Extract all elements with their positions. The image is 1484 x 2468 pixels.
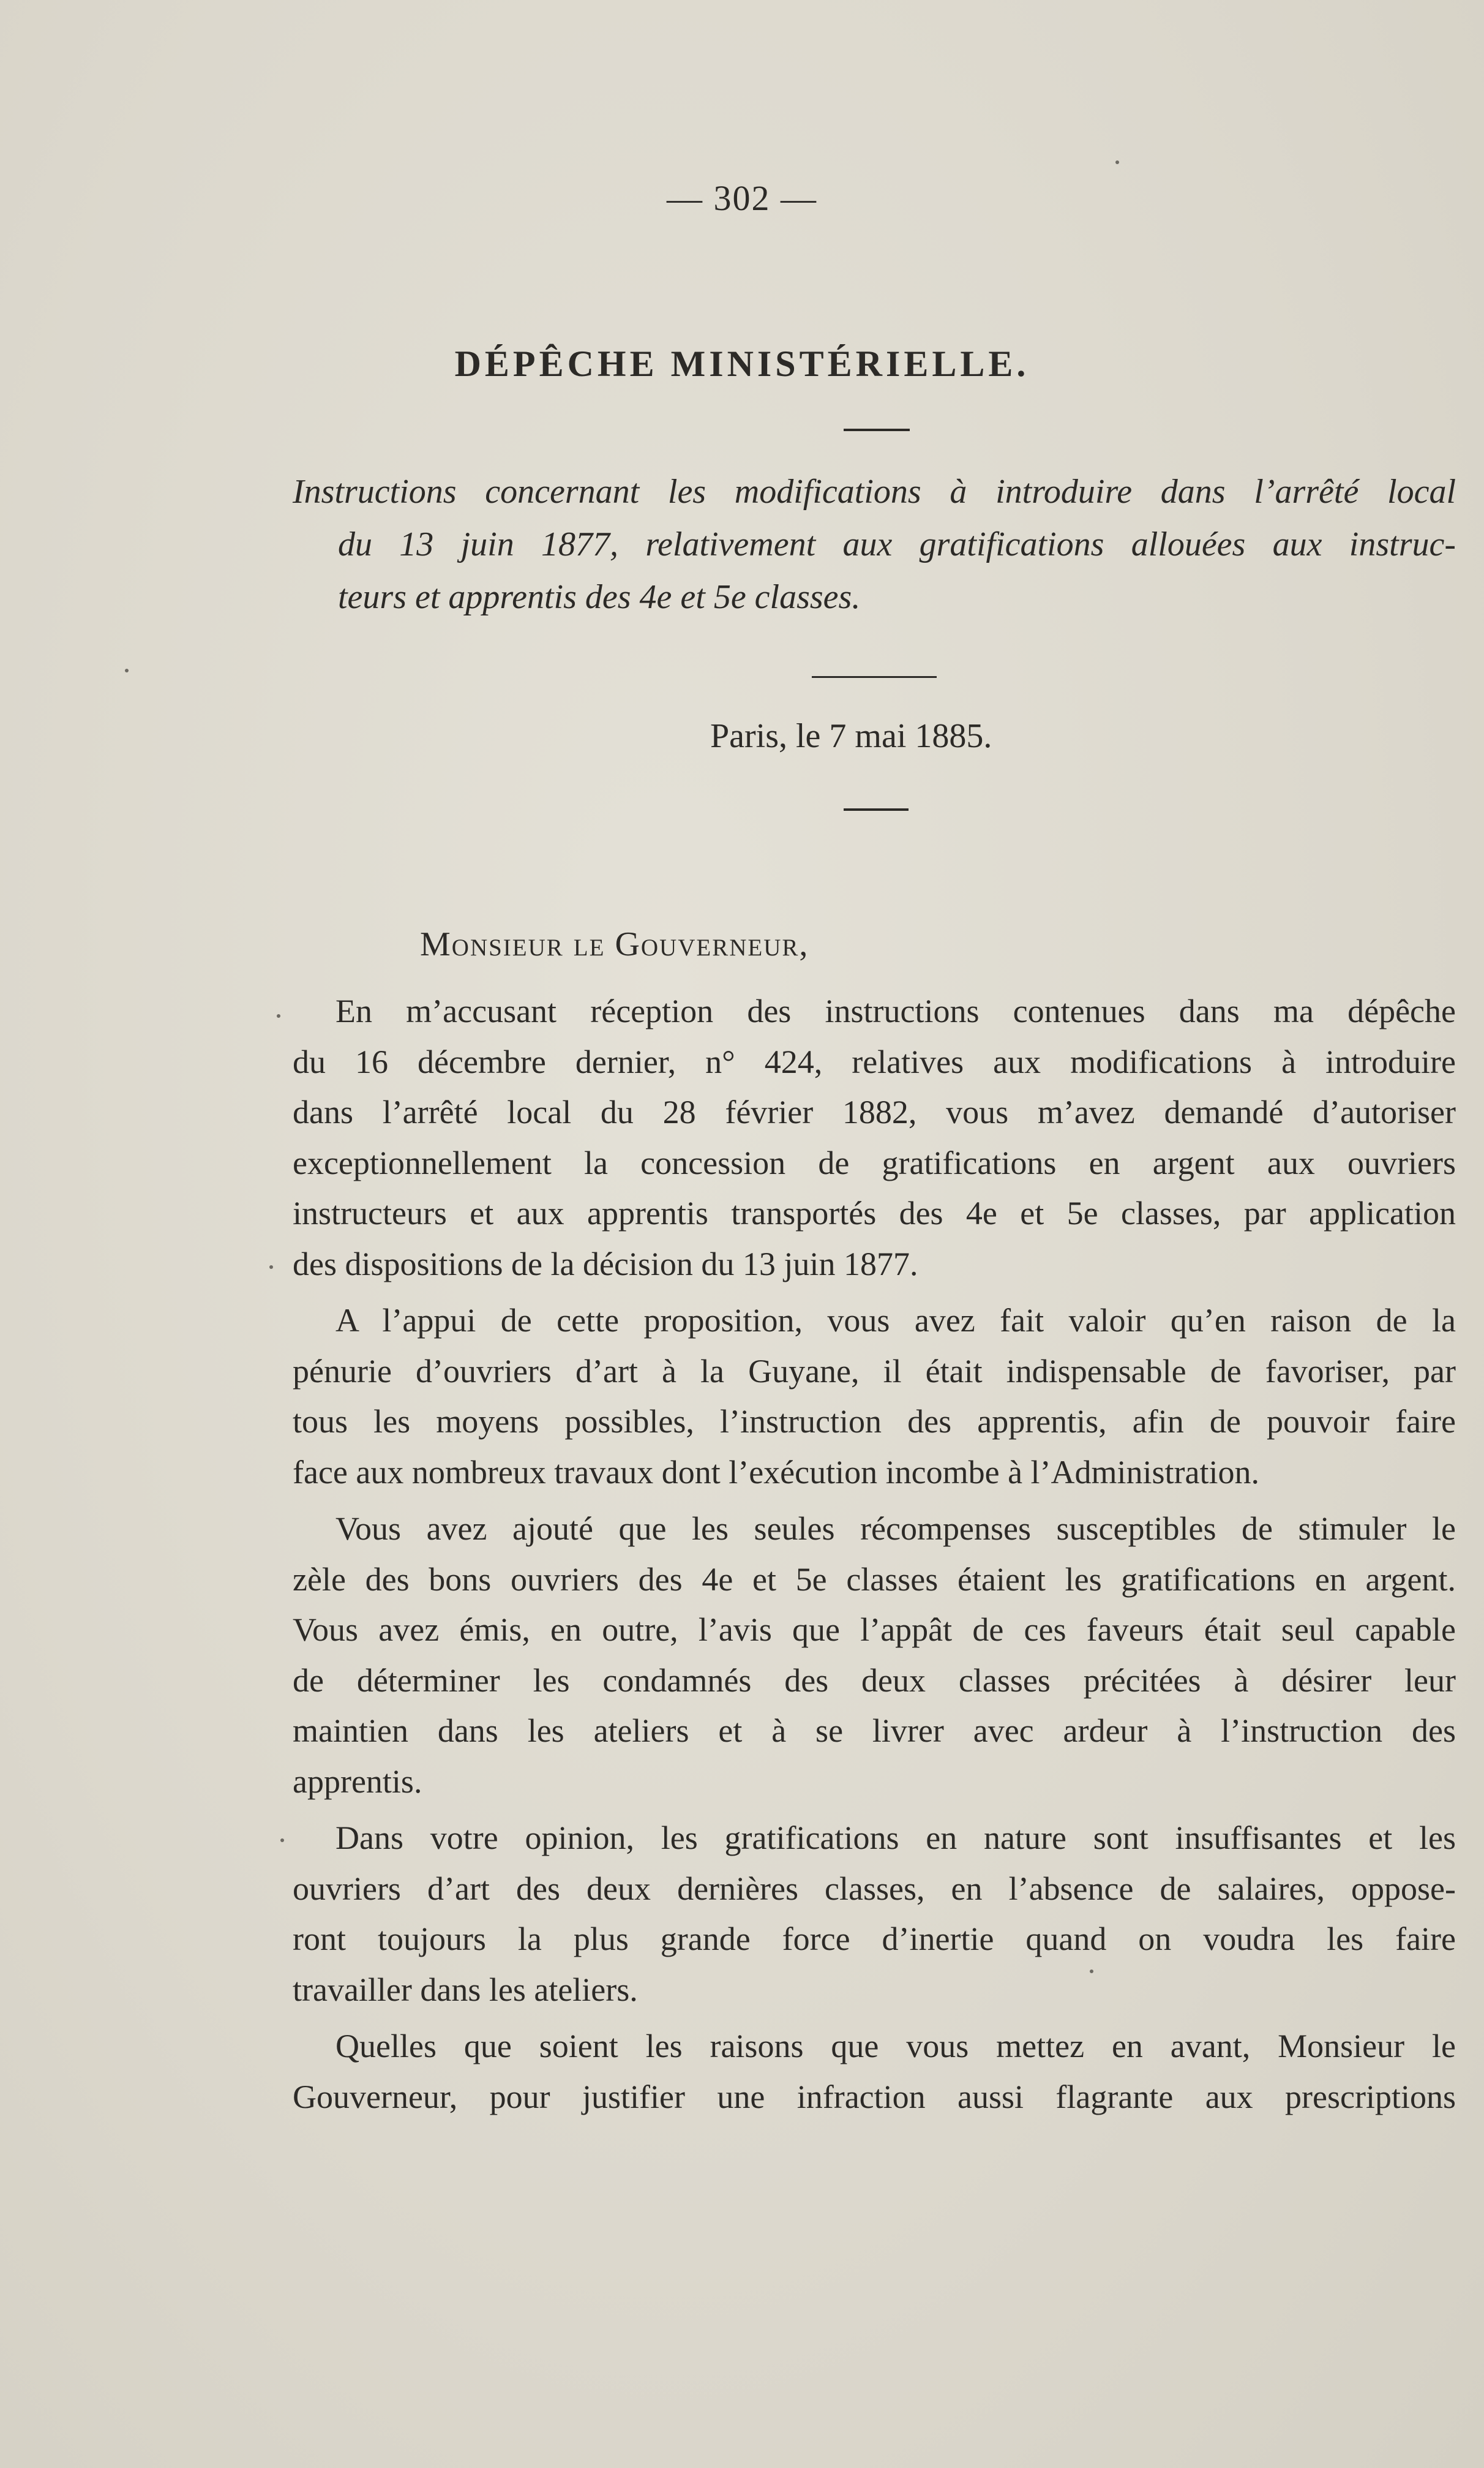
paragraph xyxy=(293,1295,1456,1497)
subtitle-line: teurs et apprentis des 4e et 5e classes. xyxy=(338,578,861,616)
dateline: Paris, le 7 mai 1885. xyxy=(710,717,992,755)
text-line: Vous avez émis, en outre, l’avis que l’appât de ces faveurs était seul capable xyxy=(293,1611,1456,1648)
text-line: Gouverneur, pour justifier une infraction aussi flagrante aux prescriptions xyxy=(293,2078,1456,2115)
text-line: En m’accusant réception des instructions contenues dans ma dépêche xyxy=(335,993,1456,1029)
text-line: Quelles que soient les raisons que vous mettez en avant, Monsieur le xyxy=(335,2028,1456,2064)
text-line: travailler dans les ateliers. xyxy=(293,1971,638,2008)
text-line: dans l’arrêté local du 28 février 1882, vous m’avez demandé d’autoriser xyxy=(293,1094,1456,1131)
text-line: apprentis. xyxy=(293,1763,422,1800)
text-line: de déterminer les condamnés des deux classes précitées à désirer leur xyxy=(293,1661,1456,1699)
text-line: tous les moyens possibles, l’instruction des apprentis, afin de pouvoir faire xyxy=(293,1403,1456,1440)
text-line: face aux nombreux travaux dont l’exécution incombe à l’Administration. xyxy=(293,1453,1259,1491)
text-line: du 16 décembre dernier, n° 424, relatives aux modifications à introduire xyxy=(293,1043,1456,1080)
paper-speck xyxy=(269,1265,273,1269)
paragraph xyxy=(293,1813,1456,2015)
page-number: — 302 — xyxy=(667,178,817,218)
text-line: Dans votre opinion, les gratifications en nature sont insuffisantes et les xyxy=(335,1819,1456,1856)
paper-speck xyxy=(1115,160,1119,164)
dateline-rule xyxy=(844,808,909,811)
text-line: A l’appui de cette proposition, vous avez fait valoir qu’en raison de la xyxy=(335,1302,1456,1339)
paper-speck xyxy=(1090,1970,1093,1973)
text-line: Vous avez ajouté que les seules récompenses susceptibles de stimuler le xyxy=(335,1510,1456,1547)
paragraph xyxy=(293,1503,1456,1807)
text-line: pénurie d’ouvriers d’art à la Guyane, il était indispensable de favoriser, par xyxy=(293,1352,1456,1390)
document-subtitle xyxy=(293,465,1456,623)
paper-speck xyxy=(277,1014,280,1018)
paragraph xyxy=(293,986,1456,1289)
text-line: ouvriers d’art des deux dernières classes, en l’absence de salaires, oppose- xyxy=(293,1870,1456,1907)
text-line: ront toujours la plus grande force d’inertie quand on voudra les faire xyxy=(293,1921,1456,1957)
document-title: DÉPÊCHE MINISTÉRIELLE. xyxy=(454,344,1030,384)
salutation: Monsieur le Gouverneur, xyxy=(420,925,809,963)
subtitle-rule xyxy=(812,676,937,678)
subtitle-line: du 13 juin 1877, relativement aux gratifications allouées aux instruc- xyxy=(338,525,1456,563)
text-line: instructeurs et aux apprentis transportés des 4e et 5e classes, par application xyxy=(293,1195,1456,1232)
paper-speck xyxy=(280,1838,284,1842)
letter-body xyxy=(293,986,1456,2122)
subtitle-line: Instructions concernant les modifications à introduire dans l’arrêté local xyxy=(293,473,1456,511)
text-line: zèle des bons ouvriers des 4e et 5e classes étaient les gratifications en argent. xyxy=(293,1560,1456,1598)
text-line: des dispositions de la décision du 13 juin 1877. xyxy=(293,1245,918,1282)
text-line: exceptionnellement la concession de gratifications en argent aux ouvriers xyxy=(293,1144,1456,1181)
paragraph xyxy=(293,2021,1456,2122)
text-line: maintien dans les ateliers et à se livrer avec ardeur à l’instruction des xyxy=(293,1712,1456,1749)
title-rule xyxy=(844,429,910,431)
paper-speck xyxy=(125,669,129,672)
